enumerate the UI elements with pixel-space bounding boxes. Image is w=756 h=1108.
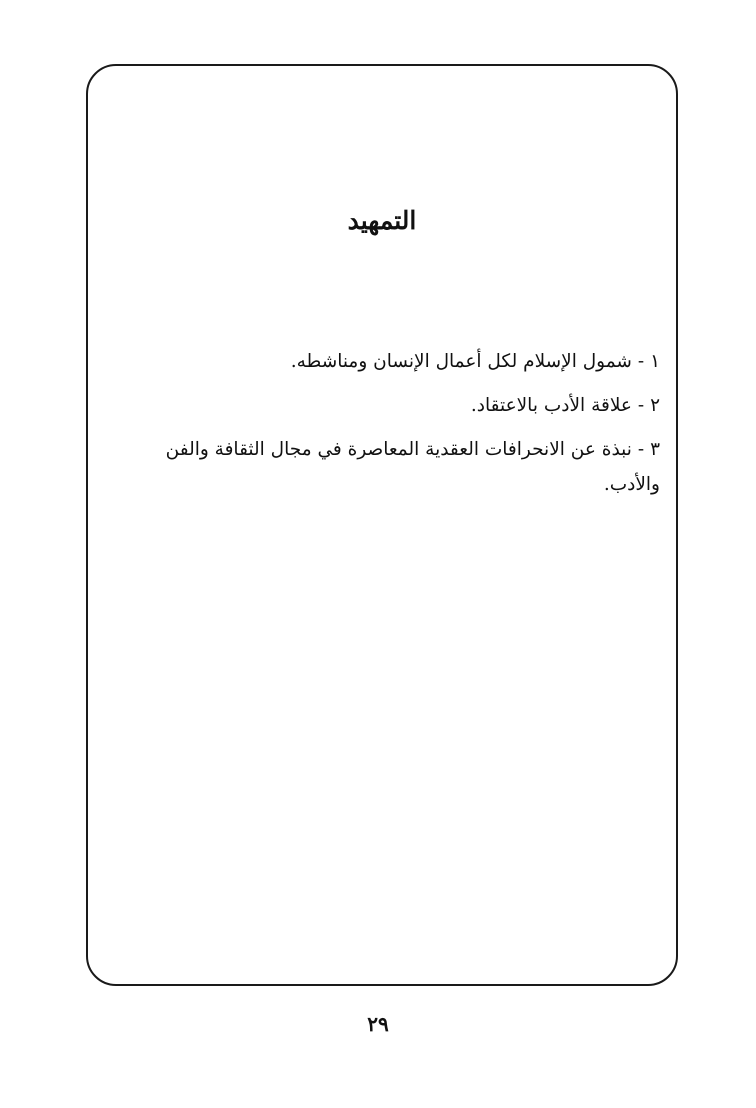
topic-text: نبذة عن الانحرافات العقدية المعاصرة في مجال الثقافة والفن والأدب.: [165, 439, 660, 495]
topic-item-2: [105, 388, 660, 423]
topic-text: علاقة الأدب بالاعتقاد.: [470, 395, 632, 416]
chapter-title: التمهيد: [347, 206, 417, 235]
page-number: ٢٩: [367, 1012, 389, 1036]
topic-number: ٢ -: [637, 395, 660, 416]
topic-number: ١ -: [637, 351, 660, 372]
topic-number: ٣ -: [637, 439, 660, 460]
topics-list: [105, 344, 660, 511]
topic-item-1: [105, 344, 660, 379]
topic-item-3: [105, 432, 660, 502]
topic-text: شمول الإسلام لكل أعمال الإنسان ومناشطه.: [290, 351, 632, 372]
page-border-frame: [86, 64, 678, 986]
